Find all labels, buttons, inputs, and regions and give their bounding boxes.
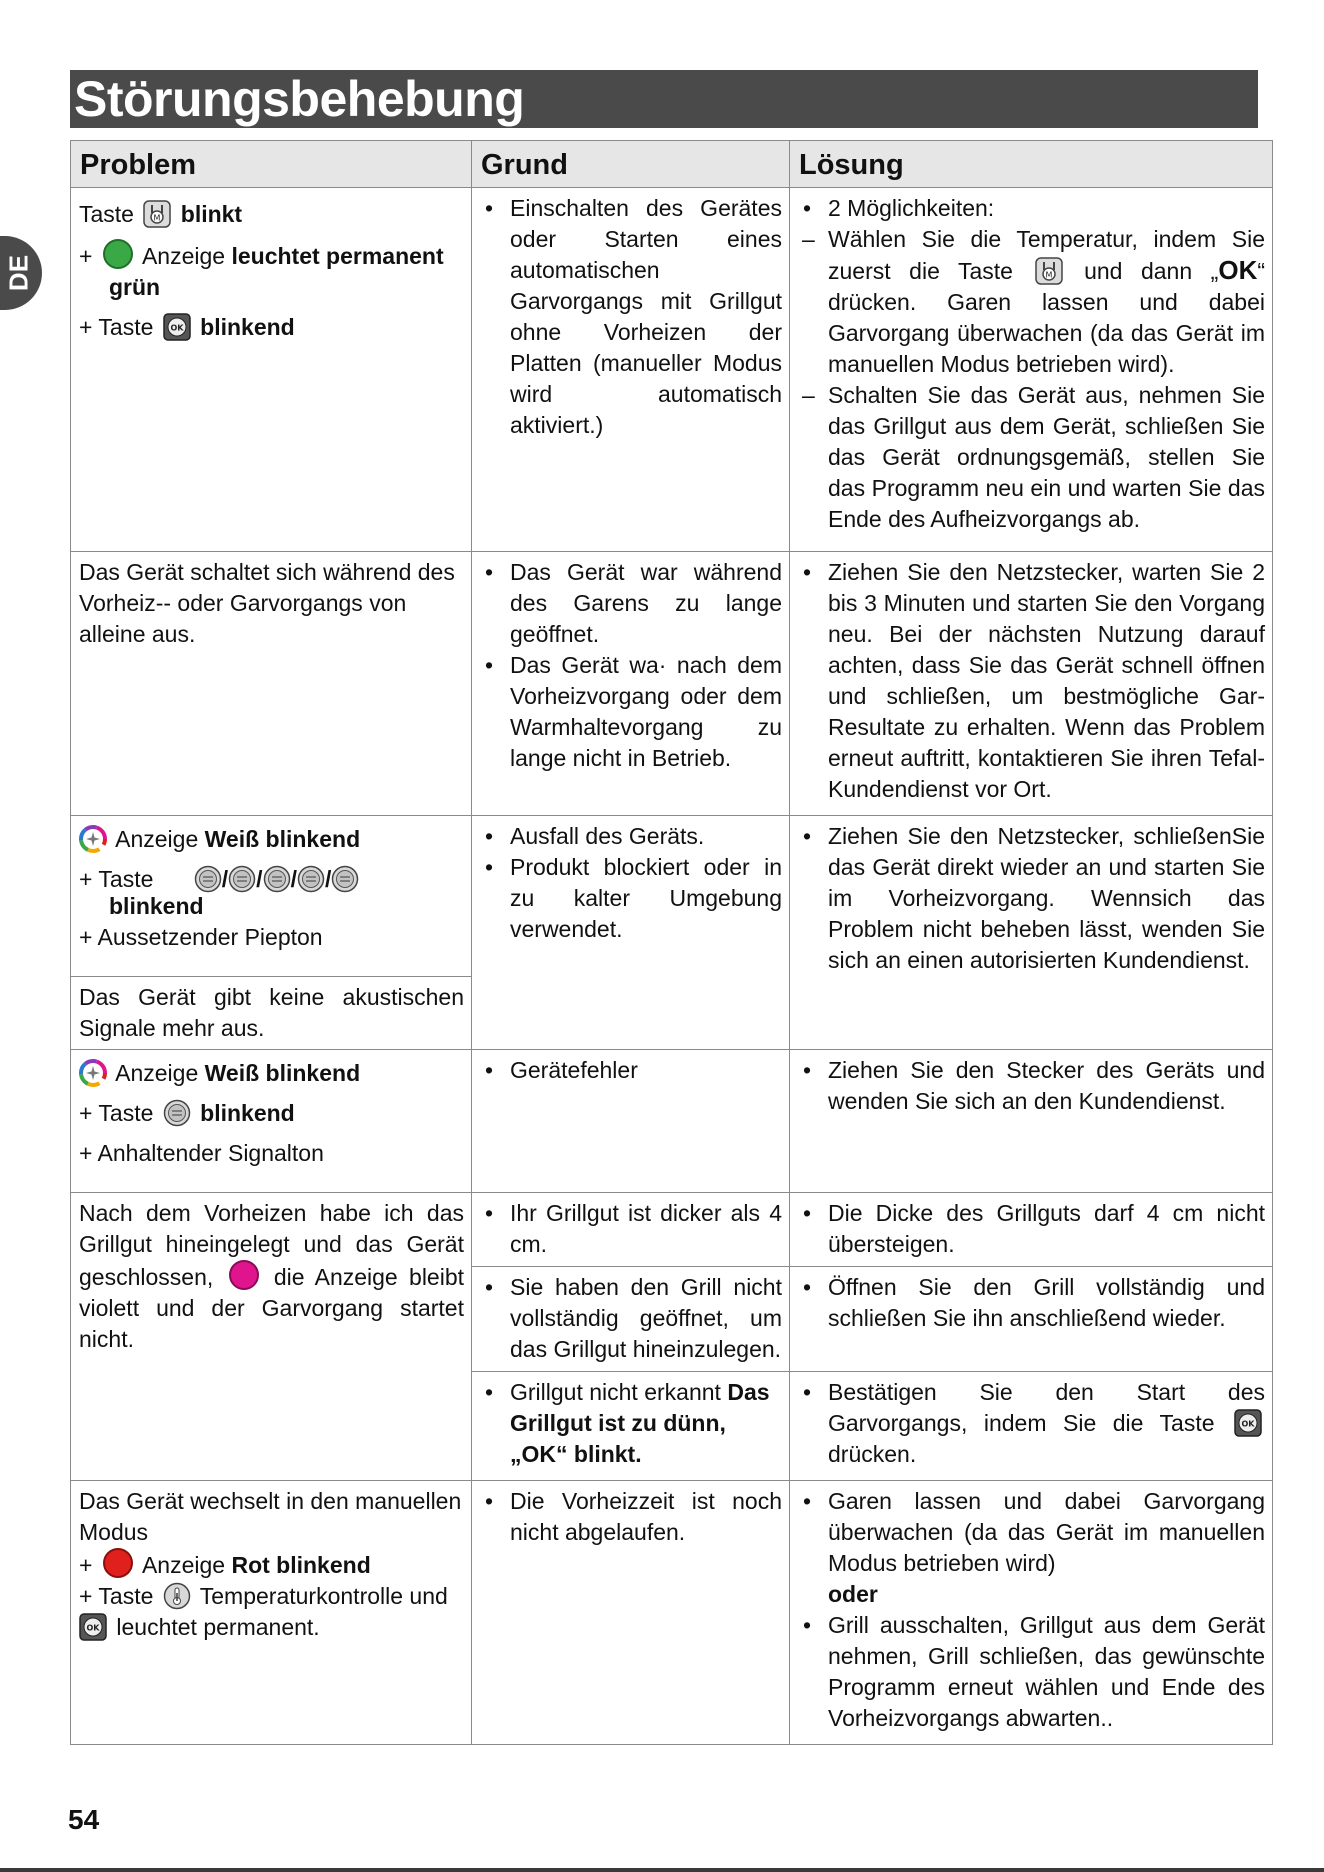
violet-indicator-icon bbox=[229, 1260, 259, 1290]
table-header-row bbox=[71, 141, 1273, 188]
solution-item bbox=[798, 1377, 1265, 1470]
reason-cell bbox=[472, 1372, 790, 1481]
problem-cell bbox=[71, 188, 472, 552]
rainbow-indicator-icon bbox=[79, 1059, 107, 1087]
program-icon bbox=[228, 865, 256, 893]
table-row bbox=[71, 188, 1273, 552]
solution-cell bbox=[790, 552, 1273, 816]
problem-text: + Taste bbox=[79, 1100, 154, 1126]
reason-cell bbox=[472, 1267, 790, 1372]
header-problem: Problem bbox=[71, 141, 472, 188]
solution-item: • 2 Möglichkeiten: bbox=[798, 193, 1265, 224]
reason-cell bbox=[472, 188, 790, 552]
reason-cell bbox=[472, 552, 790, 816]
problem-text: blinkend bbox=[200, 314, 295, 340]
manual-mode-icon bbox=[143, 200, 171, 228]
solution-text: oder bbox=[828, 1581, 878, 1607]
reason-cell bbox=[472, 1193, 790, 1267]
problem-text: Taste bbox=[79, 201, 134, 227]
reason-text: Das Grillgut ist zu dünn, „OK“ blinkt. bbox=[510, 1379, 770, 1467]
problem-text: Anzeige bbox=[141, 243, 226, 269]
solution-item: • Ziehen Sie den Stecker des Geräts und wenden Sie sich an den Kundendienst. bbox=[798, 1055, 1265, 1117]
program-icon bbox=[163, 1099, 191, 1127]
thermometer-icon bbox=[163, 1582, 191, 1610]
solution-text: Wählen Sie die Temperatur, indem Sie zuerst die Taste bbox=[828, 226, 1265, 284]
problem-text: Temperaturkontrolle und bbox=[199, 1583, 448, 1609]
language-tab bbox=[0, 236, 42, 310]
solution-item: • Ziehen Sie den Netzstecker, schließenSie das Gerät direkt wieder an und starten Sie im Vorheizvorgang. Wennsich das Problem nicht beheben lässt, wenden Sie sich an einen autorisierten Kundendienst. bbox=[798, 821, 1265, 976]
solution-text: Garen lassen und dabei Garvorgang überwachen (da das Gerät im manuellen Modus betrieben wird) bbox=[828, 1488, 1265, 1576]
program-icon bbox=[331, 865, 359, 893]
program-icon bbox=[194, 865, 222, 893]
rainbow-indicator-icon bbox=[79, 825, 107, 853]
reason-item: • Produkt blockiert oder in zu kalter Umgebung verwendet. bbox=[480, 852, 782, 945]
problem-text: leuchtet permanent bbox=[231, 243, 444, 269]
separator: / bbox=[324, 866, 332, 892]
problem-text: Weiß blinkend bbox=[204, 826, 361, 852]
ok-icon bbox=[1234, 1409, 1262, 1437]
table-row bbox=[71, 1050, 1273, 1193]
bottom-rule bbox=[0, 1868, 1324, 1872]
solution-item: – Schalten Sie das Gerät aus, nehmen Sie das Grillgut aus dem Gerät, schließen Sie das Gerät ordnungsgemäß, stellen Sie das Programm neu ein und warten Sie das Ende des Aufheizvorgangs ab. bbox=[798, 380, 1265, 535]
problem-text: Rot blinkend bbox=[231, 1552, 371, 1578]
reason-item: • Gerätefehler bbox=[480, 1055, 782, 1086]
solution-item: • Ziehen Sie den Netzstecker, warten Sie 2 bis 3 Minuten und starten Sie den Vorgang neu. Bei der nächsten Nutzung darauf achten, dass Sie das Gerät schnell öffnen und schließen, um bestmögliche Gar-Resultate zu erhalten. Wenn das Problem erneut auftritt, kontaktieren Sie ihren Tefal-Kundendienst vor Ort. bbox=[798, 557, 1265, 805]
solution-item: • Grill ausschalten, Grillgut aus dem Gerät nehmen, Grill schließen, das gewünschte Programm erneut wählen und Ende des Vorheizvorgangs abwarten.. bbox=[798, 1610, 1265, 1734]
solution-cell bbox=[790, 1193, 1273, 1267]
solution-item: • Die Dicke des Grillguts darf 4 cm nicht übersteigen. bbox=[798, 1198, 1265, 1260]
troubleshooting-table bbox=[70, 140, 1273, 1745]
solution-text: OK bbox=[1218, 255, 1258, 285]
problem-text: blinkend bbox=[200, 1100, 295, 1126]
solution-text: “ drücken. Garen lassen und dabei Garvorgang überwachen (da das Gerät im manuellen Modus betrieben wird). bbox=[828, 258, 1266, 377]
problem-text: die Anzeige bleibt violett und der Garvorgang startet nicht. bbox=[79, 1264, 465, 1352]
table-row bbox=[71, 1481, 1273, 1745]
separator: / bbox=[256, 866, 263, 892]
problem-text: + Aussetzender Piepton bbox=[79, 924, 323, 950]
reason-cell bbox=[472, 1481, 790, 1745]
solution-cell bbox=[790, 1050, 1273, 1193]
problem-text: blinkt bbox=[180, 201, 243, 227]
reason-item: • Einschalten des Gerätes oder Starten eines automatischen Garvorgangs mit Grillgut ohne Vorheizen der Platten (manueller Modus wird automatisch aktiviert.) bbox=[480, 193, 782, 441]
solution-cell bbox=[790, 1481, 1273, 1745]
page-title: Störungsbehebung bbox=[74, 71, 525, 127]
problem-text: leuchtet permanent. bbox=[116, 1614, 320, 1640]
reason-item: • Ausfall des Geräts. bbox=[480, 821, 782, 852]
problem-cell bbox=[71, 1193, 472, 1481]
table-row bbox=[71, 816, 1273, 1050]
problem-cell bbox=[71, 552, 472, 816]
solution-cell bbox=[790, 188, 1273, 552]
solution-text: und dann „ bbox=[1084, 258, 1219, 284]
problem-cell bbox=[71, 1481, 472, 1745]
problem-text: Das Gerät gibt keine akustischen Signale mehr aus. bbox=[79, 984, 464, 1041]
program-icons bbox=[194, 866, 360, 892]
problem-text: Das Gerät wechselt in den manuellen Modus bbox=[79, 1488, 462, 1545]
problem-text: + bbox=[79, 1552, 93, 1578]
problem-text: grün bbox=[109, 274, 161, 300]
solution-text: Bestätigen Sie den Start des Garvorgangs, indem Sie die Taste bbox=[828, 1379, 1265, 1436]
solution-cell bbox=[790, 816, 1273, 1050]
separator: / bbox=[290, 866, 297, 892]
reason-item: • Die Vorheizzeit ist noch nicht abgelaufen. bbox=[480, 1486, 782, 1548]
green-indicator-icon bbox=[103, 239, 133, 269]
problem-text: + Taste bbox=[79, 1583, 154, 1609]
solution-item bbox=[798, 1486, 1265, 1610]
reason-item: • Das Gerät wa· nach dem Vorheizvorgang oder dem Warmhaltevorgang zu lange nicht in Betrieb. bbox=[480, 650, 782, 774]
problem-text: Anzeige bbox=[115, 1060, 199, 1086]
problem-text: + bbox=[79, 243, 93, 269]
solution-cell bbox=[790, 1372, 1273, 1481]
ok-icon bbox=[163, 313, 191, 341]
solution-item: • Öffnen Sie den Grill vollständig und schließen Sie ihn anschließend wieder. bbox=[798, 1272, 1265, 1334]
separator: / bbox=[221, 866, 229, 892]
problem-text: + Anhaltender Signalton bbox=[79, 1140, 324, 1166]
ok-icon bbox=[79, 1613, 107, 1641]
problem-cell bbox=[71, 816, 472, 1050]
manual-mode-icon bbox=[1035, 257, 1063, 285]
table-row bbox=[71, 552, 1273, 816]
red-indicator-icon bbox=[103, 1548, 133, 1578]
reason-item: • Das Gerät war während des Garens zu lange geöffnet. bbox=[480, 557, 782, 650]
solution-text: drücken. bbox=[828, 1441, 917, 1467]
problem-text: Weiß blinkend bbox=[204, 1060, 361, 1086]
title-bar bbox=[70, 70, 1258, 128]
reason-item: • Sie haben den Grill nicht vollständig geöffnet, um das Grillgut hineinzulegen. bbox=[480, 1272, 782, 1365]
reason-item bbox=[480, 1377, 782, 1470]
program-icon bbox=[263, 865, 291, 893]
language-tab-label: DE bbox=[3, 254, 34, 292]
header-solution: Lösung bbox=[790, 141, 1273, 188]
reason-cell bbox=[472, 1050, 790, 1193]
solution-item bbox=[798, 224, 1265, 380]
problem-text: + Taste bbox=[79, 314, 154, 340]
page-number: 54 bbox=[68, 1804, 100, 1835]
problem-text: Anzeige bbox=[115, 826, 199, 852]
reason-text: Grillgut nicht erkannt bbox=[510, 1379, 721, 1405]
header-reason: Grund bbox=[472, 141, 790, 188]
reason-item: • Ihr Grillgut ist dicker als 4 cm. bbox=[480, 1198, 782, 1260]
program-icon bbox=[297, 865, 325, 893]
problem-cell bbox=[71, 1050, 472, 1193]
table-row bbox=[71, 1193, 1273, 1267]
problem-text: Nach dem Vorheizen habe ich das Grillgut hineingelegt und das Gerät geschlossen, bbox=[79, 1200, 464, 1290]
problem-text: + Taste bbox=[79, 866, 154, 892]
problem-text: Anzeige bbox=[141, 1552, 226, 1578]
solution-cell bbox=[790, 1267, 1273, 1372]
problem-text: blinkend bbox=[109, 893, 204, 919]
reason-cell bbox=[472, 816, 790, 1050]
problem-text: Das Gerät schaltet sich während des Vorheiz-- oder Garvorgangs von alleine aus. bbox=[79, 559, 455, 647]
